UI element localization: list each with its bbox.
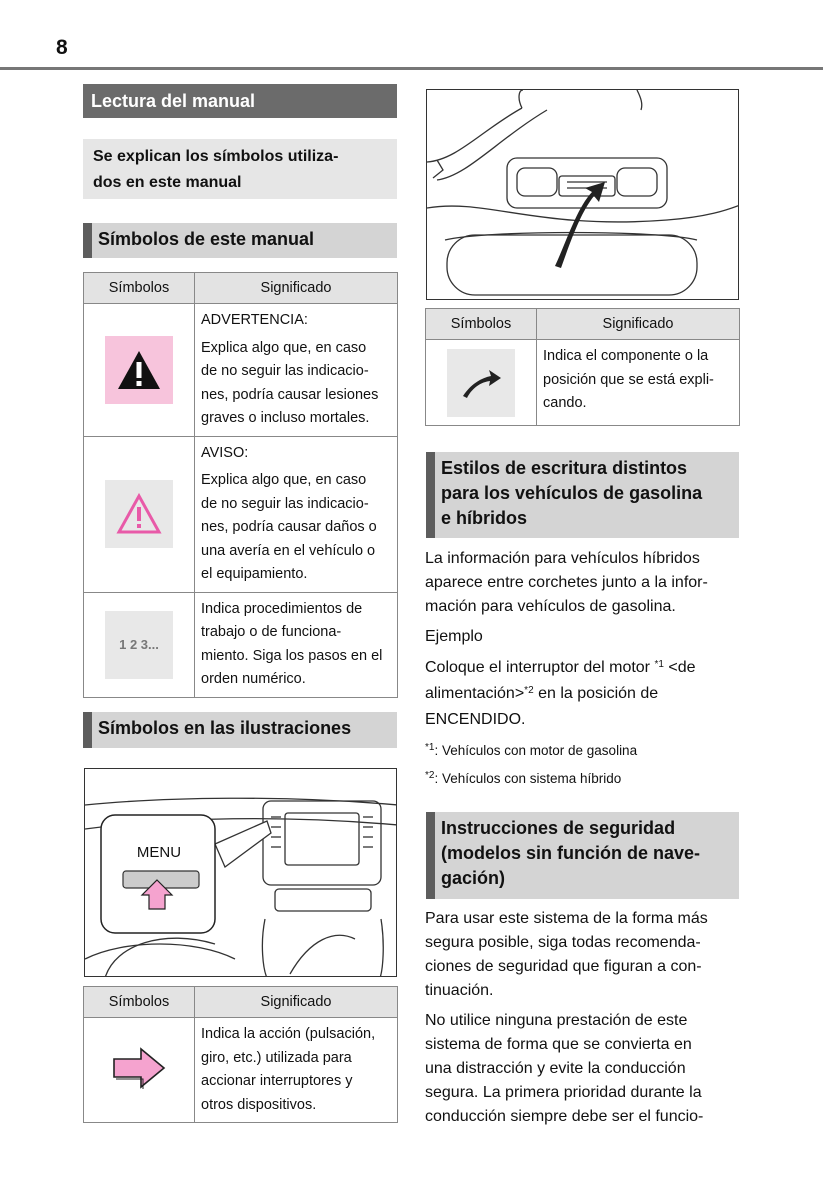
- col-symbols: Símbolos: [84, 273, 195, 304]
- example-label: Ejemplo: [425, 628, 483, 645]
- section-heading-illustrations: [83, 712, 397, 748]
- component-arrow-icon: [447, 349, 515, 417]
- text-line: aparece entre corchetes junto a la infor-: [425, 574, 708, 591]
- desc-line: el equipamiento.: [201, 566, 308, 582]
- desc-line: cando.: [543, 395, 587, 411]
- table-row: [84, 1018, 398, 1123]
- component-symbols-table: [425, 308, 740, 426]
- table-row: [84, 304, 398, 437]
- steps-icon: [105, 611, 173, 679]
- heading-line: Instrucciones de seguridad: [441, 818, 676, 838]
- section-heading-illustrations-text: Símbolos en las ilustraciones: [98, 718, 352, 738]
- desc-line: accionar interruptores y: [201, 1073, 353, 1089]
- text-line: segura posible, siga todas recomenda-: [425, 934, 701, 951]
- footnote-ref: *2: [524, 685, 534, 696]
- overhead-console-drawing: [427, 90, 739, 300]
- text-span: Coloque el interruptor del motor: [425, 659, 655, 676]
- heading-line: e híbridos: [441, 508, 528, 528]
- footnote-text: : Vehículos con sistema híbrido: [434, 771, 622, 786]
- footnote-mark: *2: [425, 770, 435, 781]
- desc-line: Explica algo que, en caso: [201, 339, 367, 356]
- desc-line: Explica algo que, en caso: [201, 472, 367, 488]
- dashboard-drawing: [85, 769, 397, 977]
- text-line: mación para vehículos de gasolina.: [425, 598, 676, 615]
- intro-line-1: Se explican los símbolos utiliza-: [93, 148, 339, 165]
- section-heading-symbols: [83, 223, 397, 258]
- section-heading-symbols-text: Símbolos de este manual: [98, 229, 315, 249]
- paragraph: [425, 1009, 745, 1129]
- desc-line: orden numérico.: [201, 671, 306, 687]
- text-span: ENCENDIDO.: [425, 711, 526, 728]
- desc-line: de no seguir las indicacio-: [201, 363, 369, 379]
- text-line: No utilice ninguna prestación de este: [425, 1012, 688, 1029]
- heading-line: gación): [441, 868, 506, 888]
- steps-icon-text: 1 2 3...: [119, 637, 159, 652]
- footnote-text: : Vehículos con motor de gasolina: [434, 743, 638, 758]
- main-heading: [83, 84, 397, 118]
- desc-line: Indica la acción (pulsación,: [201, 1026, 376, 1042]
- table-row: [84, 592, 398, 697]
- action-arrow-icon: [111, 1046, 167, 1094]
- desc-line: trabajo o de funciona-: [201, 624, 342, 640]
- desc-line: nes, podría causar daños o: [201, 519, 377, 535]
- example-paragraph: [425, 655, 745, 733]
- text-span: alimentación>: [425, 685, 525, 702]
- overhead-console-illustration: [426, 89, 739, 300]
- col-meaning: Significado: [195, 987, 398, 1018]
- desc-line: Indica procedimientos de: [201, 600, 363, 617]
- top-rule: [0, 67, 823, 70]
- illustration-symbols-table: [83, 986, 398, 1123]
- menu-button-label: MENU: [136, 844, 182, 861]
- col-symbols: Símbolos: [426, 309, 537, 340]
- text-span: <de: [663, 659, 696, 676]
- intro-heading: [83, 139, 397, 199]
- col-meaning: Significado: [537, 309, 740, 340]
- text-line: La información para vehículos híbridos: [425, 550, 700, 567]
- text-line: tinuación.: [425, 982, 494, 999]
- table-header-row: [84, 273, 398, 304]
- desc-line: graves o incluso mortales.: [201, 410, 370, 426]
- row-title: AVISO:: [201, 444, 249, 461]
- intro-line-2: dos en este manual: [93, 174, 242, 191]
- main-heading-text: Lectura del manual: [91, 90, 256, 111]
- table-header-row: [84, 987, 398, 1018]
- text-line: ciones de seguridad que figuran a con-: [425, 958, 702, 975]
- heading-line: Estilos de escritura distintos: [441, 458, 688, 478]
- section-heading-writing-styles: [426, 452, 739, 538]
- table-row: [426, 340, 740, 426]
- desc-line: giro, etc.) utilizada para: [201, 1049, 352, 1066]
- col-symbols: Símbolos: [84, 987, 195, 1018]
- writing-styles-body: [425, 547, 745, 791]
- heading-line: para los vehículos de gasolina: [441, 483, 703, 503]
- safety-body: [425, 907, 745, 1135]
- desc-line: miento. Siga los pasos en el: [201, 647, 383, 664]
- desc-line: una avería en el vehículo o: [201, 542, 376, 559]
- text-line: una distracción y evite la conducción: [425, 1060, 686, 1077]
- paragraph: [425, 547, 745, 619]
- page-number: 8: [56, 36, 68, 59]
- table-header-row: [426, 309, 740, 340]
- warning-triangle-icon: [105, 336, 173, 404]
- row-title: ADVERTENCIA:: [201, 312, 308, 328]
- col-meaning: Significado: [195, 273, 398, 304]
- text-line: segura. La primera prioridad durante la: [425, 1084, 702, 1101]
- desc-line: posición que se está expli-: [543, 371, 714, 388]
- heading-line: (modelos sin función de nave-: [441, 843, 701, 863]
- paragraph: [425, 907, 745, 1003]
- footnote-ref: *1: [654, 659, 664, 670]
- desc-line: de no seguir las indicacio-: [201, 495, 369, 512]
- text-line: sistema de forma que se convierta en: [425, 1036, 692, 1053]
- desc-line: Indica el componente o la: [543, 348, 709, 364]
- dashboard-illustration: [84, 768, 397, 977]
- caution-triangle-icon: [105, 480, 173, 548]
- text-line: conducción siempre debe ser el funcio-: [425, 1108, 704, 1125]
- desc-line: nes, podría causar lesiones: [201, 386, 379, 403]
- symbols-table: [83, 272, 398, 698]
- footnote-mark: *1: [425, 742, 435, 753]
- footnote-1: [425, 739, 745, 763]
- section-heading-safety: [426, 812, 739, 899]
- desc-line: otros dispositivos.: [201, 1096, 317, 1113]
- text-line: Para usar este sistema de la forma más: [425, 910, 708, 927]
- table-row: [84, 436, 398, 592]
- text-span: en la posición de: [533, 685, 659, 702]
- footnote-2: [425, 767, 745, 791]
